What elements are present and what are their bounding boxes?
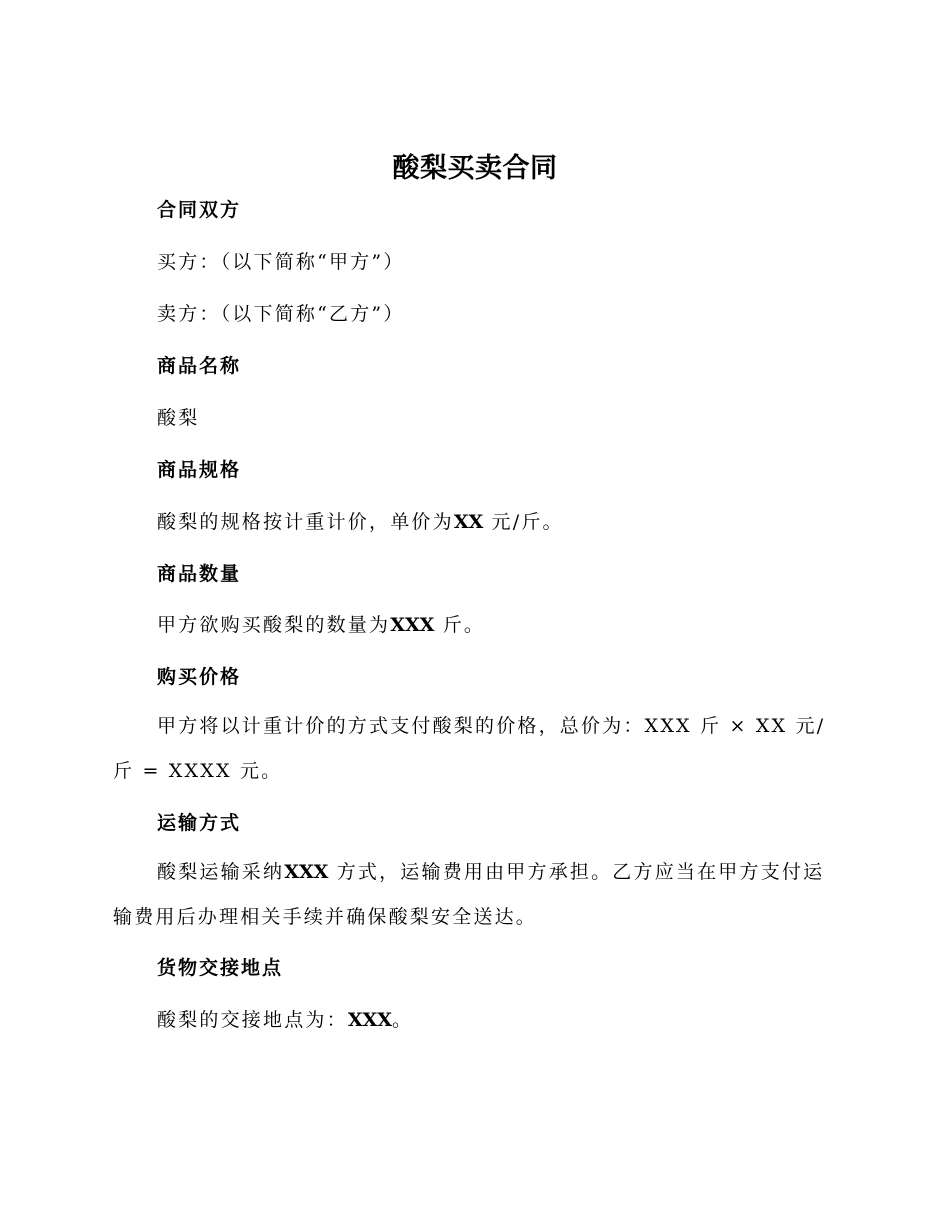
- transport-pre: 酸梨运输采纳: [157, 861, 285, 883]
- quantity-text: [157, 612, 485, 638]
- product-name-text: 酸梨: [157, 407, 200, 429]
- price-text: 甲方将以计重计价的方式支付酸梨的价格，总价为：XXX 斤 × XX 元/斤 = XXXX 元。: [113, 715, 826, 782]
- unit-price-placeholder: XX: [453, 511, 484, 533]
- section-heading-transport: 运输方式: [157, 812, 242, 834]
- section-heading-delivery-location: 货物交接地点: [157, 957, 284, 979]
- section-heading-price: 购买价格: [157, 666, 242, 688]
- delivery-location-placeholder: XXX: [347, 1009, 393, 1031]
- transport-post: 方式，运输费用由甲方承担。乙方应当在甲方支付运输费用后办理相关手续并确保酸梨安全送达。: [113, 861, 825, 928]
- document-title: 酸梨买卖合同: [392, 153, 558, 184]
- buyer-line: 买方：（以下简称“甲方”）: [157, 251, 405, 273]
- quantity-pre: 甲方欲购买酸梨的数量为: [157, 614, 391, 636]
- seller-line: 卖方：（以下简称“乙方”）: [157, 303, 405, 325]
- quantity-post: 斤。: [442, 614, 486, 636]
- product-spec-text: [157, 509, 564, 535]
- section-heading-quantity: 商品数量: [157, 563, 242, 585]
- product-spec-post: 元/斤。: [491, 511, 564, 533]
- section-heading-product-spec: 商品规格: [157, 459, 242, 481]
- transport-text: [113, 850, 833, 940]
- quantity-placeholder: XXX: [390, 614, 435, 636]
- product-spec-pre: 酸梨的规格按计重计价，单价为: [157, 511, 454, 533]
- delivery-location-post: 。: [392, 1009, 414, 1031]
- section-heading-parties: 合同双方: [157, 199, 242, 221]
- delivery-location-pre: 酸梨的交接地点为：: [157, 1009, 348, 1031]
- delivery-location-text: [157, 1007, 413, 1033]
- section-heading-product-name: 商品名称: [157, 355, 242, 377]
- transport-placeholder: XXX: [284, 861, 329, 883]
